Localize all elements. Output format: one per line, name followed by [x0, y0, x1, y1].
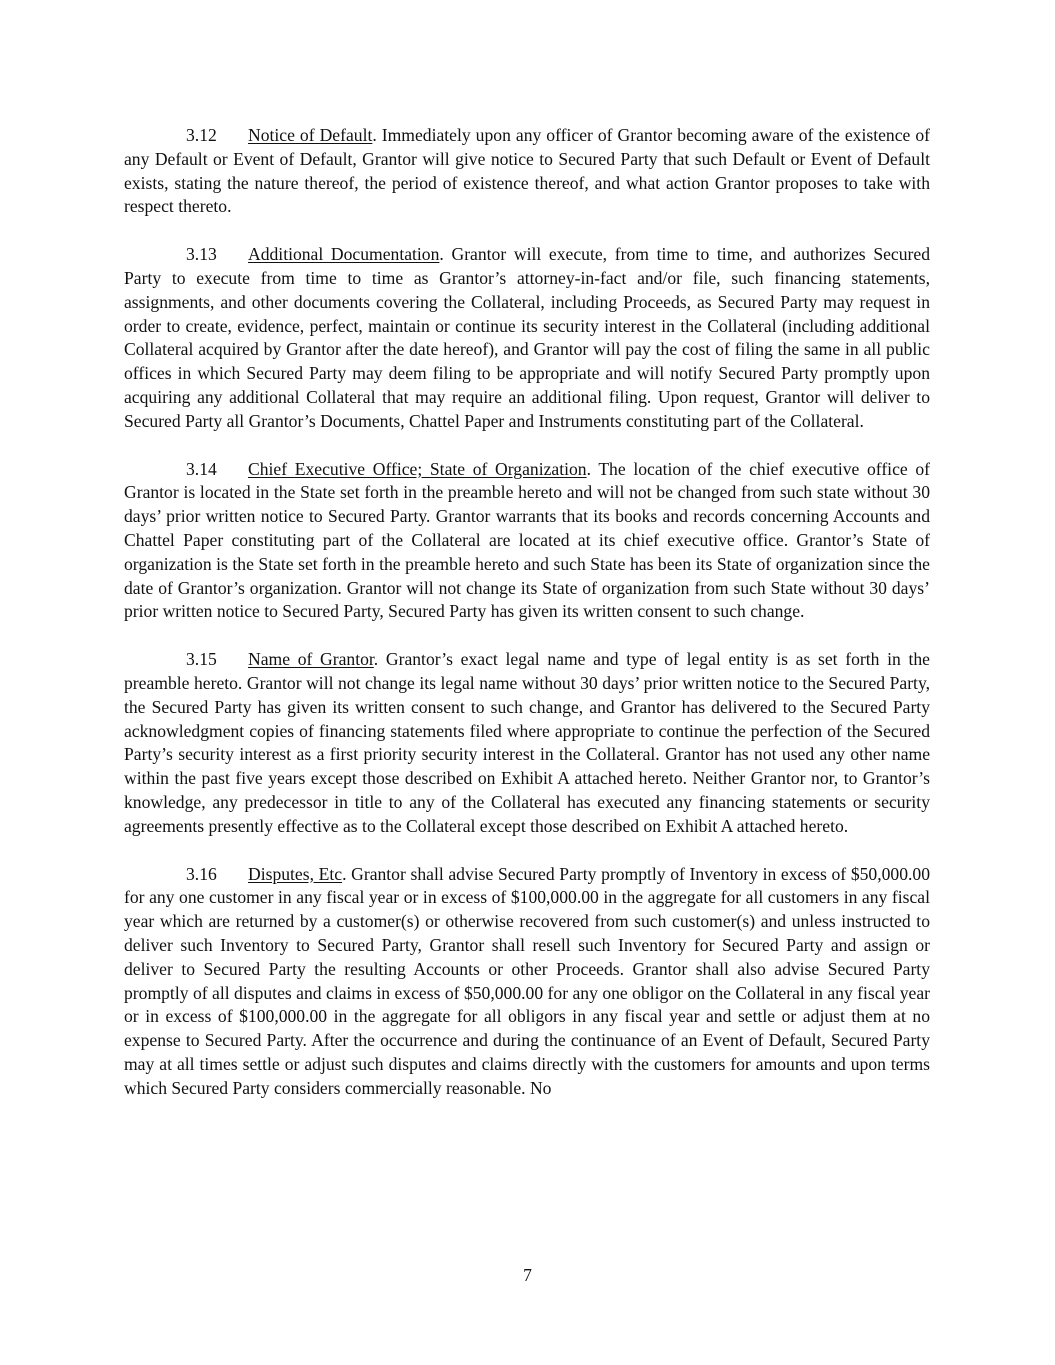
section-heading: Additional Documentation — [248, 244, 440, 265]
section-text: . Grantor will execute, from time to time, and authorizes Secured Party to execute from time to time as Grantor’s attorney-in-fact and/or file, such financing statements, assignments, and other documents covering the Collateral, including Proceeds, as Secured Party may request in order to create, evidence, perfect, maintain or continue its security interest in the Collateral (including additional Collateral acquired by Grantor after the date hereof), and Grantor will pay the cost of filing the same in all public offices in which Secured Party may deem filing to be appropriate and will notify Secured Party promptly upon acquiring any additional Collateral that may require an additional filing. Upon request, Grantor will deliver to Secured Party all Grantor’s Documents, Chattel Paper and Instruments constituting part of the Collateral. — [124, 244, 930, 431]
section-heading: Name of Grantor — [248, 649, 374, 670]
section-3-14 — [124, 458, 930, 625]
section-3-13 — [124, 243, 930, 433]
section-text: . Grantor’s exact legal name and type of legal entity is as set forth in the preamble hereto. Grantor will not change its legal name without 30 days’ prior written notice to the Secured Party, the Secured Party has given its written consent to such change, and Grantor has delivered to the Secured Party acknowledgment copies of financing statements filed where appropriate to continue the perfection of the Secured Party’s security interest as a first priority security interest in the Collateral. Grantor has not used any other name within the past five years except those described on Exhibit A attached hereto. Neither Grantor nor, to Grantor’s knowledge, any predecessor in title to any of the Collateral has executed any financing statements or security agreements presently effective as to the Collateral except those described on Exhibit A attached hereto. — [124, 649, 930, 836]
section-number: 3.15 — [186, 649, 217, 670]
section-heading: Chief Executive Office; State of Organization — [248, 458, 587, 479]
section-heading: Disputes, Etc — [248, 863, 343, 884]
page-number: 7 — [523, 1265, 532, 1285]
section-number: 3.14 — [186, 458, 217, 479]
section-number: 3.16 — [186, 863, 217, 884]
section-number: 3.13 — [186, 244, 217, 265]
section-3-16 — [124, 863, 930, 1101]
section-3-12 — [124, 124, 930, 219]
section-text: . The location of the chief executive office of Grantor is located in the State set forth in the preamble hereto and will not be changed from such state without 30 days’ prior written notice to Secured Party. Grantor warrants that its books and records concerning Accounts and Chattel Paper constituting part of the Collateral are located at its chief executive office. Grantor’s State of organization is the State set forth in the preamble hereto and such State has been its State of organization since the date of Grantor’s organization. Grantor will not change its State of organization from such State without 30 days’ prior written notice to Secured Party, Secured Party has given its written consent to such change. — [124, 458, 931, 622]
document-page — [124, 124, 930, 1124]
section-number: 3.12 — [186, 125, 217, 145]
section-heading: Notice of Default — [248, 125, 373, 145]
section-3-15 — [124, 648, 930, 838]
section-text: . Grantor shall advise Secured Party promptly of Inventory in excess of $50,000.00 for any one customer in any fiscal year or in excess of $100,000.00 in the aggregate for all customers in any fiscal year which are returned by a customer(s) or otherwise recovered from such customer(s) and unless instructed to deliver such Inventory to Secured Party, Grantor shall resell such Inventory for Secured Party and assign or deliver to Secured Party the resulting Accounts or other Proceeds. Grantor shall also advise Secured Party promptly of all disputes and claims in excess of $50,000.00 for any one obligor on the Collateral in any fiscal year or in excess of $100,000.00 in the aggregate for all obligors in any fiscal year and settle or adjust them at no expense to Secured Party. After the occurrence and during the continuance of an Event of Default, Secured Party may at all times settle or adjust such disputes and claims directly with the customers for amounts and upon terms which Secured Party considers commercially reasonable. No — [124, 863, 930, 1098]
section-text: . Immediately upon any officer of Grantor becoming aware of the existence of any Default or Event of Default, Grantor will give notice to Secured Party that such Default or Event of Default exists, stating the nature thereof, the period of existence thereof, and what action Grantor proposes to take with respect thereto. — [124, 125, 930, 217]
